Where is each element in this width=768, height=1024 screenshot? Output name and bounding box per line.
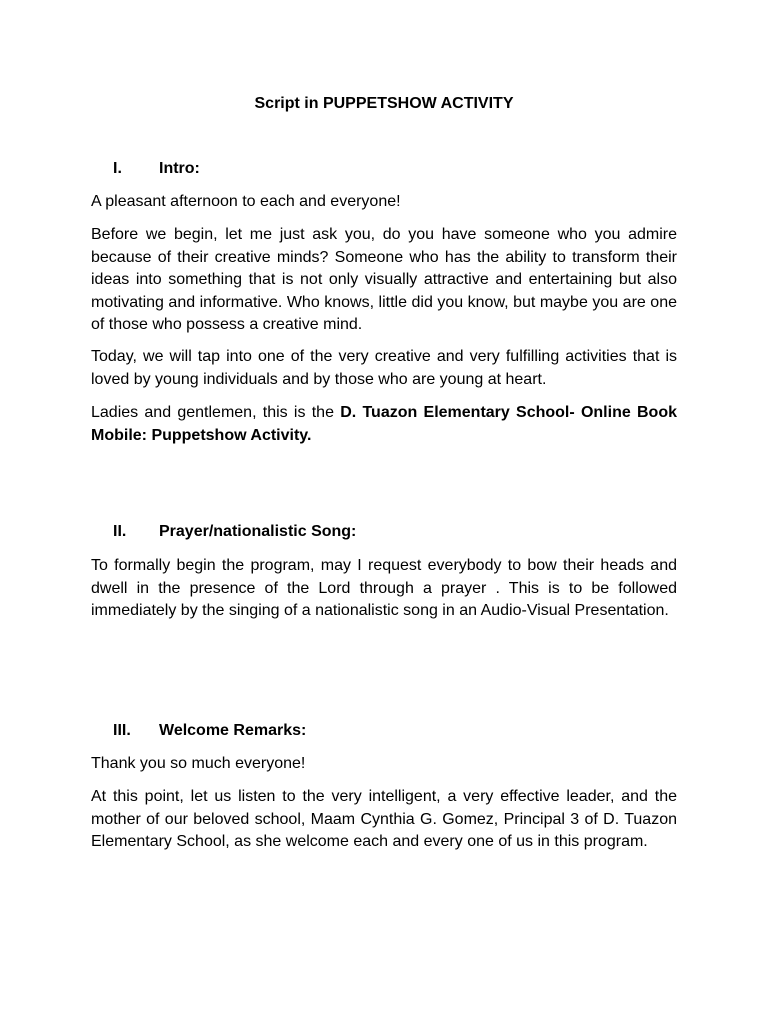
closing-text: Ladies and gentlemen, this is the (91, 404, 341, 421)
section-heading-intro (113, 158, 200, 181)
document-title: Script in PUPPETSHOW ACTIVITY (254, 95, 514, 112)
section-title: Welcome Remarks: (159, 722, 307, 739)
paragraph: At this point, let us listen to the very intelligent, a very effective leader, and the mother of our beloved school, Maam Cynthia G. Gomez, Principal 3 of D. Tuazon Elementary School, as she welcome each and every one of us in this program. (91, 788, 677, 850)
paragraph: Today, we will tap into one of the very creative and very fulfilling activities that is loved by young individuals and by those who are young at heart. (91, 348, 677, 388)
event-name: D. Tuazon Elementary School- Online Book Mobile: Puppetshow Activity. (91, 404, 677, 444)
section-number: I. (113, 160, 122, 177)
section-title: Prayer/nationalistic Song: (159, 523, 357, 540)
section-number: III. (113, 722, 131, 739)
section-number: II. (113, 523, 127, 540)
paragraph: A pleasant afternoon to each and everyone! (91, 193, 401, 210)
paragraph: Thank you so much everyone! (91, 755, 306, 772)
paragraph: To formally begin the program, may I request everybody to bow their heads and dwell in the presence of the Lord through a prayer . This is to be followed immediately by the singing of a nationalistic song in an Audio-Visual Presentation. (91, 557, 677, 619)
paragraph-closing (91, 402, 677, 447)
section-heading-prayer (113, 521, 356, 544)
paragraph: Before we begin, let me just ask you, do you have someone who you admire because of their creative minds? Someone who has the ability to transform their ideas into something that is not only visually attractive and entertaining but also motivating and informative. Who knows, little did you know, but maybe you are one of those who possess a creative mind. (91, 226, 677, 333)
section-heading-welcome (113, 720, 306, 743)
section-title: Intro: (159, 160, 200, 177)
